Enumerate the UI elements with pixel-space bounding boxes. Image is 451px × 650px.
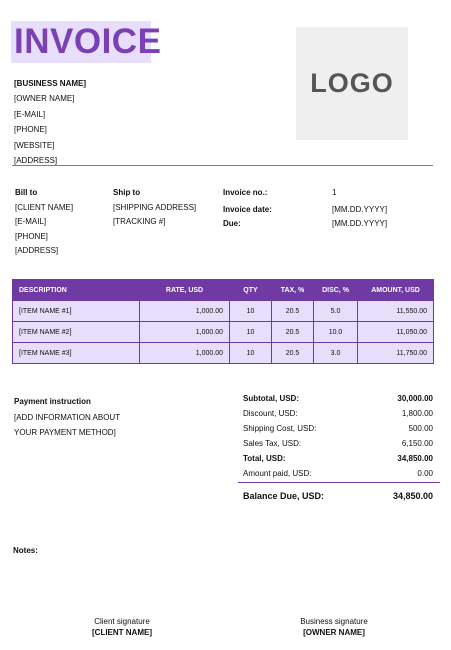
item-rate: 1,000.00 — [140, 322, 230, 343]
item-rate: 1,000.00 — [140, 343, 230, 364]
business-info — [14, 76, 86, 168]
col-qty: QTY — [230, 280, 272, 301]
payment-line-2: YOUR PAYMENT METHOD] — [14, 428, 116, 437]
business-signature-name: [OWNER NAME] — [303, 628, 365, 637]
item-tax: 20.5 — [272, 322, 314, 343]
amount-paid-label: Amount paid, USD: — [243, 469, 312, 478]
subtotal-value: 30,000.00 — [397, 394, 433, 403]
client-signature — [72, 616, 172, 638]
sales-tax-row — [243, 439, 433, 448]
item-rate: 1,000.00 — [140, 301, 230, 322]
tracking-number: [TRACKING #] — [113, 217, 166, 226]
discount-label: Discount, USD: — [243, 409, 298, 418]
business-website: [WEBSITE] — [14, 140, 55, 150]
table-row — [13, 301, 434, 322]
client-signature-label: Client signature — [94, 617, 150, 626]
totals-divider — [238, 482, 440, 483]
item-disc: 3.0 — [314, 343, 358, 364]
shipping-row — [243, 424, 433, 433]
ship-to-section — [113, 186, 196, 230]
col-rate: RATE, USD — [140, 280, 230, 301]
client-phone: [PHONE] — [15, 231, 48, 241]
header-divider — [12, 165, 433, 166]
logo-placeholder — [296, 27, 408, 140]
client-email: [E-MAIL] — [15, 217, 47, 226]
balance-due-label: Balance Due, USD: — [243, 491, 325, 501]
payment-line-1: [ADD INFORMATION ABOUT — [14, 412, 121, 422]
invoice-date-label: Invoice date: — [223, 204, 272, 214]
due-date-value: [MM.DD.YYYY] — [332, 219, 388, 228]
table-row — [13, 343, 434, 364]
item-qty: 10 — [230, 301, 272, 322]
sales-tax-value: 6,150.00 — [401, 439, 433, 448]
table-header-row — [13, 280, 434, 301]
col-amount: AMOUNT, USD — [358, 280, 434, 301]
item-amount: 11,050.00 — [358, 322, 434, 343]
subtotal-row — [243, 394, 433, 403]
item-tax: 20.5 — [272, 301, 314, 322]
business-email: [E-MAIL] — [14, 109, 46, 119]
client-signature-name: [CLIENT NAME] — [92, 628, 152, 637]
table-row — [13, 322, 434, 343]
business-name: [BUSINESS NAME] — [14, 79, 87, 88]
col-tax: TAX, % — [272, 280, 314, 301]
items-table — [12, 279, 434, 364]
item-amount: 11,750.00 — [358, 343, 434, 364]
item-description: [ITEM NAME #3] — [13, 343, 140, 364]
invoice-meta-values — [332, 186, 387, 232]
shipping-label: Shipping Cost, USD: — [243, 424, 317, 433]
ship-to-label: Ship to — [113, 188, 141, 197]
item-qty: 10 — [230, 343, 272, 364]
invoice-title: INVOICE — [14, 22, 162, 61]
business-phone: [PHONE] — [14, 125, 47, 135]
discount-value: 1,800.00 — [401, 409, 433, 418]
shipping-value: 500.00 — [408, 424, 433, 433]
payment-label: Payment instruction — [14, 397, 91, 406]
item-disc: 5.0 — [314, 301, 358, 322]
invoice-date-value: [MM.DD.YYYY] — [332, 204, 388, 214]
client-address: [ADDRESS] — [15, 246, 59, 255]
invoice-meta-labels — [223, 186, 272, 232]
sales-tax-label: Sales Tax, USD: — [243, 439, 302, 448]
balance-due-value: 34,850.00 — [392, 491, 433, 501]
shipping-address: [SHIPPING ADDRESS] — [113, 202, 197, 212]
item-amount: 11,550.00 — [358, 301, 434, 322]
due-label: Due: — [223, 219, 241, 228]
item-description: [ITEM NAME #2] — [13, 322, 140, 343]
invoice-number-value: 1 — [332, 188, 337, 197]
notes-label: Notes: — [13, 546, 38, 555]
amount-paid-value: 0.00 — [417, 469, 433, 478]
discount-row — [243, 409, 433, 418]
balance-due-row — [243, 491, 433, 501]
col-description: DESCRIPTION — [13, 280, 140, 301]
business-address: [ADDRESS] — [14, 156, 58, 166]
business-signature-label: Business signature — [300, 617, 368, 626]
amount-paid-row — [243, 469, 433, 478]
bill-to-section — [15, 186, 73, 259]
col-disc: DISC, % — [314, 280, 358, 301]
bill-to-label: Bill to — [15, 188, 38, 197]
total-value: 34,850.00 — [397, 454, 433, 463]
item-tax: 20.5 — [272, 343, 314, 364]
payment-instruction — [14, 394, 120, 441]
item-description: [ITEM NAME #1] — [13, 301, 140, 322]
item-qty: 10 — [230, 322, 272, 343]
total-row — [243, 454, 433, 463]
logo-text: LOGO — [310, 68, 394, 98]
client-name: [CLIENT NAME] — [15, 202, 74, 212]
business-signature — [284, 616, 384, 638]
subtotal-label: Subtotal, USD: — [243, 394, 299, 403]
owner-name: [OWNER NAME] — [14, 94, 75, 104]
item-disc: 10.0 — [314, 322, 358, 343]
total-label: Total, USD: — [243, 454, 286, 463]
invoice-number-label: Invoice no.: — [223, 188, 268, 197]
